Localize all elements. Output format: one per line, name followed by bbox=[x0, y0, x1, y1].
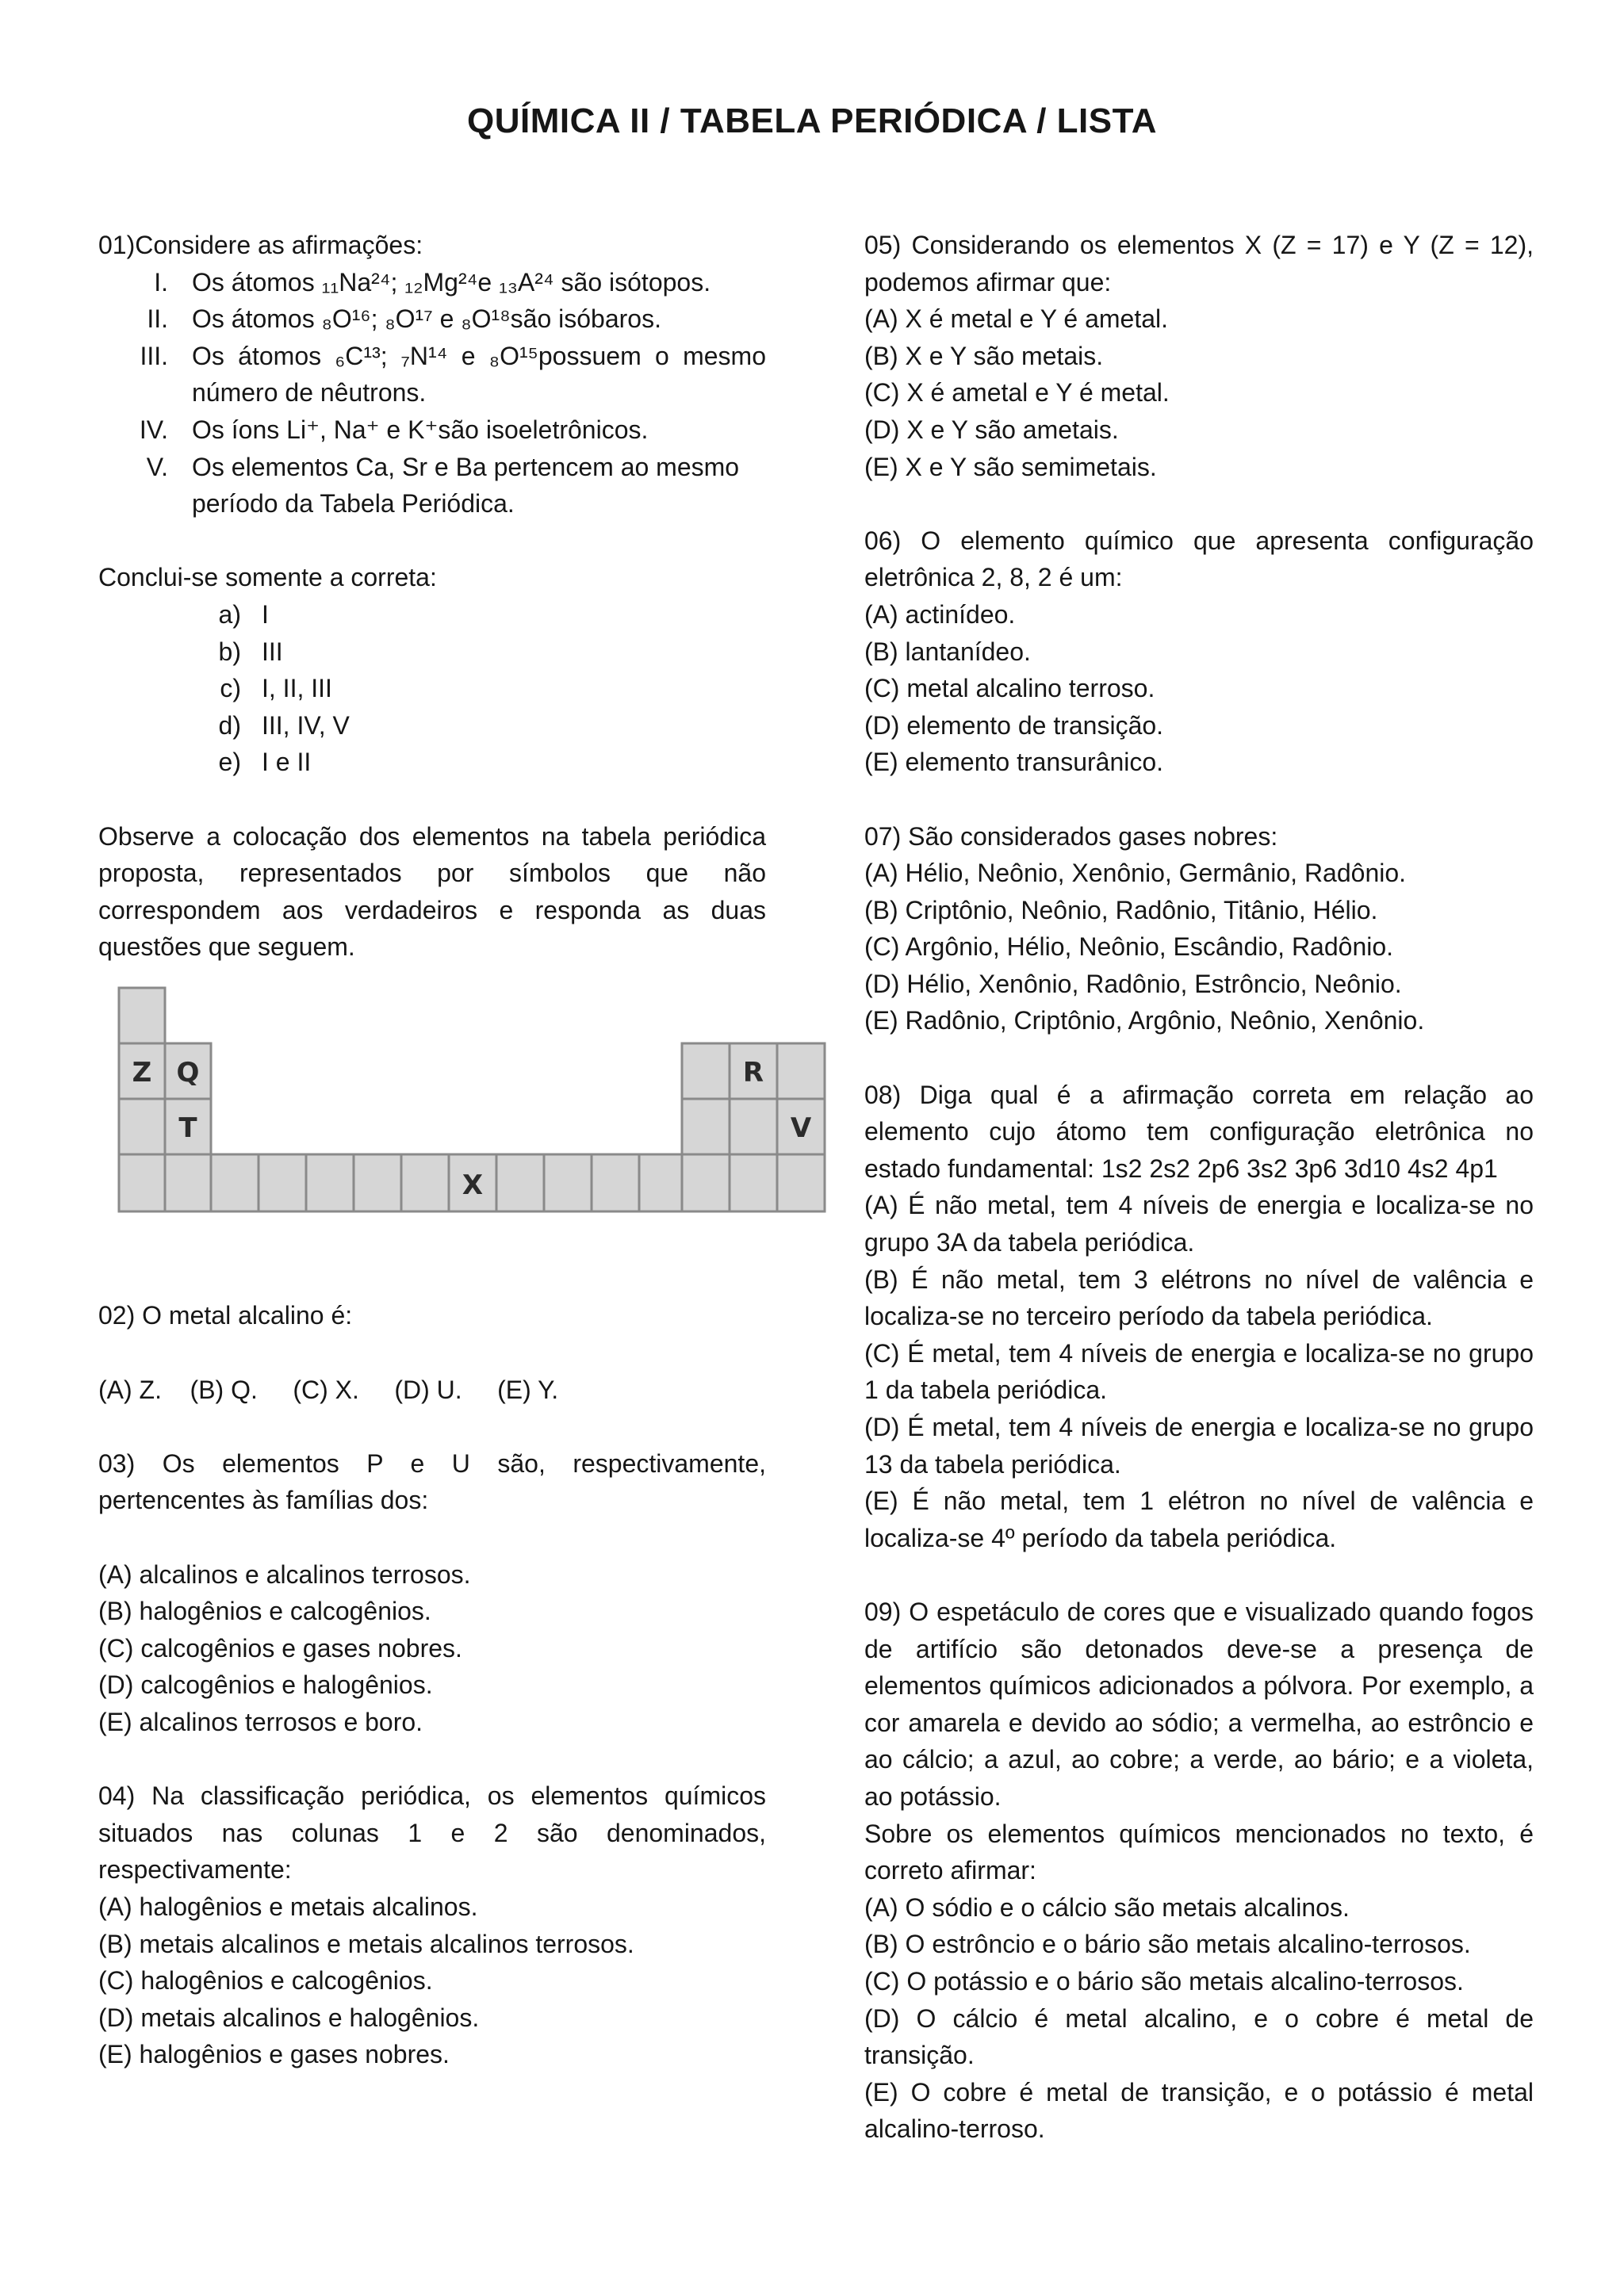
option-c bbox=[98, 670, 766, 707]
option: (B) É não metal, tem 3 elétrons no nível de valência e localiza-se no terceiro período da tabela periódica. bbox=[864, 1265, 1534, 1331]
option: (D) O cálcio é metal alcalino, e o cobre é metal de transição. bbox=[864, 2003, 1534, 2070]
question-09-text: 09) O espetáculo de cores que e visualizado quando fogos de artifício são detonados deve-se a presença de elementos químicos adicionados a pólvora. Por exemplo, a cor amarela e devido ao sódio; a vermelha, ao estrôncio e ao cálcio; a azul, ao cobre; a verde, ao bário; e a violeta, ao potássio. bbox=[864, 1597, 1534, 1811]
table-cell bbox=[682, 1154, 730, 1211]
option-letter: c) bbox=[220, 674, 241, 703]
option-a bbox=[98, 596, 766, 633]
option: (D) calcogênios e halogênios. bbox=[98, 1670, 433, 1700]
symbol-x: X bbox=[462, 1169, 484, 1201]
table-cell bbox=[119, 988, 165, 1043]
question-02 bbox=[98, 1297, 766, 1408]
table-cell bbox=[592, 1154, 639, 1211]
option: (E) O cobre é metal de transição, e o potássio é metal alcalino-terroso. bbox=[864, 2077, 1534, 2144]
table-cell bbox=[496, 1154, 544, 1211]
question-06 bbox=[864, 522, 1534, 781]
table-cell bbox=[730, 1099, 777, 1154]
question-08-text: 08) Diga qual é a afirmação correta em relação ao elemento cujo átomo tem configuração eletrônica no estado fundamental: 1s2 2s2 2p6 3s2 3p6 3d10 4s2 4p1 bbox=[864, 1080, 1534, 1183]
option: (A) Hélio, Neônio, Xenônio, Germânio, Radônio. bbox=[864, 859, 1407, 888]
question-09 bbox=[864, 1594, 1534, 2148]
option-letter: e) bbox=[218, 748, 241, 777]
option: (D) É metal, tem 4 níveis de energia e localiza-se no grupo 13 da tabela periódica. bbox=[864, 1413, 1534, 1479]
question-04 bbox=[98, 1777, 766, 2073]
option: (C) O potássio e o bário são metais alcalino-terrosos. bbox=[864, 1966, 1464, 1996]
left-column bbox=[98, 227, 812, 2073]
statement-text: Os átomos ₁₁Na²⁴; ₁₂Mg²⁴e ₁₃A²⁴ são isótopos. bbox=[192, 267, 711, 297]
symbol-v: V bbox=[790, 1112, 812, 1144]
table-cell bbox=[682, 1043, 730, 1099]
symbol-z: Z bbox=[132, 1056, 152, 1089]
question-01-conclusion: Conclui-se somente a correta: bbox=[98, 563, 437, 592]
question-02-text: 02) O metal alcalino é: bbox=[98, 1301, 353, 1330]
option: (D) Hélio, Xenônio, Radônio, Estrôncio, Neônio. bbox=[864, 969, 1402, 998]
option: (B) metais alcalinos e metais alcalinos terrosos. bbox=[98, 1929, 634, 1958]
option: (A) actinídeo. bbox=[864, 599, 1016, 629]
table-cell bbox=[165, 1154, 211, 1211]
table-cell bbox=[730, 1154, 777, 1211]
option: (D) metais alcalinos e halogênios. bbox=[98, 2003, 480, 2032]
statement-number: III. bbox=[140, 341, 168, 370]
option-e bbox=[98, 744, 766, 781]
statement-number: IV. bbox=[139, 415, 168, 444]
statement-text: Os íons Li⁺, Na⁺ e K⁺são isoeletrônicos. bbox=[192, 415, 649, 444]
statement-text: Os elementos Ca, Sr e Ba pertencem ao mesmo período da Tabela Periódica. bbox=[192, 452, 740, 519]
option: (B) X e Y são metais. bbox=[864, 341, 1104, 370]
table-cell bbox=[777, 1043, 825, 1099]
option-text: III, IV, V bbox=[262, 710, 350, 740]
table-cell bbox=[306, 1154, 354, 1211]
table-cell bbox=[119, 1154, 165, 1211]
statement-number: II. bbox=[147, 304, 168, 334]
statement-number: V. bbox=[146, 452, 168, 481]
option: (E) halogênios e gases nobres. bbox=[98, 2040, 450, 2069]
table-cell bbox=[211, 1154, 259, 1211]
question-09-prompt: Sobre os elementos químicos mencionados no texto, é correto afirmar: bbox=[864, 1819, 1534, 1885]
question-01 bbox=[98, 227, 766, 781]
statement-2 bbox=[98, 300, 766, 338]
right-column bbox=[864, 227, 1534, 2148]
question-05-text: 05) Considerando os elementos X (Z = 17) e Y (Z = 12), podemos afirmar que: bbox=[864, 231, 1534, 297]
option-b bbox=[98, 633, 766, 671]
statement-number: I. bbox=[154, 267, 168, 297]
statement-4 bbox=[98, 411, 766, 449]
table-cell bbox=[119, 1099, 165, 1154]
statement-1 bbox=[98, 264, 766, 301]
question-01-intro: 01)Considere as afirmações: bbox=[98, 231, 423, 259]
table-cell bbox=[682, 1099, 730, 1154]
option-text: I e II bbox=[262, 748, 312, 777]
question-08 bbox=[864, 1077, 1534, 1557]
option-text: I, II, III bbox=[262, 674, 332, 703]
symbol-t: T bbox=[178, 1112, 197, 1144]
question-02-options: (A) Z. (B) Q. (C) X. (D) U. (E) Y. bbox=[98, 1375, 559, 1404]
option: (B) O estrôncio e o bário são metais alcalino-terrosos. bbox=[864, 1930, 1471, 1959]
table-cell bbox=[777, 1154, 825, 1211]
question-04-text: 04) Na classificação periódica, os elementos químicos situados nas colunas 1 e 2 são denominados, respectivamente: bbox=[98, 1781, 766, 1885]
option: (E) É não metal, tem 1 elétron no nível de valência e localiza-se 4º período da tabela periódica. bbox=[864, 1487, 1534, 1552]
table-cell bbox=[639, 1154, 682, 1211]
page-title: QUÍMICA II / TABELA PERIÓDICA / LISTA bbox=[467, 101, 1157, 140]
option: (A) X é metal e Y é ametal. bbox=[864, 304, 1168, 334]
table-cell bbox=[401, 1154, 449, 1211]
table-cell bbox=[544, 1154, 592, 1211]
option: (C) X é ametal e Y é metal. bbox=[864, 378, 1170, 408]
question-03-text: 03) Os elementos P e U são, respectivamente, pertencentes às famílias dos: bbox=[98, 1448, 766, 1515]
option-letter: a) bbox=[218, 599, 241, 629]
option: (C) metal alcalino terroso. bbox=[864, 674, 1155, 703]
option: (A) É não metal, tem 4 níveis de energia e localiza-se no grupo 3A da tabela periódica. bbox=[864, 1191, 1534, 1257]
option: (C) Argônio, Hélio, Neônio, Escândio, Radônio. bbox=[864, 932, 1394, 962]
option-text: III bbox=[262, 637, 283, 666]
question-07-text: 07) São considerados gases nobres: bbox=[864, 821, 1278, 851]
statement-5 bbox=[98, 449, 766, 522]
option: (B) halogênios e calcogênios. bbox=[98, 1597, 431, 1626]
option-letter: d) bbox=[218, 710, 241, 740]
option: (D) X e Y são ametais. bbox=[864, 415, 1119, 444]
question-06-text: 06) O elemento químico que apresenta configuração eletrônica 2, 8, 2 é um: bbox=[864, 526, 1534, 592]
option: (A) alcalinos e alcalinos terrosos. bbox=[98, 1559, 471, 1589]
option: (E) X e Y são semimetais. bbox=[864, 452, 1157, 481]
option: (C) halogênios e calcogênios. bbox=[98, 1966, 433, 1996]
option-d bbox=[98, 707, 766, 744]
option: (E) Radônio, Criptônio, Argônio, Neônio, Xenônio. bbox=[864, 1006, 1425, 1035]
option: (A) halogênios e metais alcalinos. bbox=[98, 1892, 478, 1921]
option: (C) calcogênios e gases nobres. bbox=[98, 1633, 462, 1663]
option: (E) elemento transurânico. bbox=[864, 748, 1164, 777]
periodic-table-figure bbox=[98, 969, 812, 1261]
option: (D) elemento de transição. bbox=[864, 710, 1164, 740]
symbol-q: Q bbox=[176, 1056, 200, 1089]
option: (B) lantanídeo. bbox=[864, 637, 1031, 666]
option: (C) É metal, tem 4 níveis de energia e localiza-se no grupo 1 da tabela periódica. bbox=[864, 1338, 1534, 1405]
option: (B) Criptônio, Neônio, Radônio, Titânio, Hélio. bbox=[864, 895, 1378, 924]
observe-instructions: Observe a colocação dos elementos na tabela periódica proposta, representados por símbolos que não correspondem aos verdadeiros e responda as duas questões que seguem. bbox=[98, 821, 766, 962]
table-cell bbox=[259, 1154, 306, 1211]
option: (E) alcalinos terrosos e boro. bbox=[98, 1708, 423, 1736]
statement-3 bbox=[98, 338, 766, 411]
statement-text: Os átomos ₈O¹⁶; ₈O¹⁷ e ₈O¹⁸são isóbaros. bbox=[192, 304, 661, 334]
option-letter: b) bbox=[218, 637, 241, 666]
periodic-table-diagram bbox=[98, 969, 812, 1261]
option: (A) O sódio e o cálcio são metais alcalinos. bbox=[864, 1892, 1350, 1922]
table-cell bbox=[354, 1154, 401, 1211]
question-05 bbox=[864, 227, 1534, 485]
option-text: I bbox=[262, 599, 269, 629]
question-07 bbox=[864, 818, 1534, 1040]
question-03 bbox=[98, 1445, 766, 1741]
statement-text: Os átomos ₆C¹³; ₇N¹⁴ e ₈O¹⁵possuem o mesmo número de nêutrons. bbox=[192, 341, 766, 408]
symbol-r: R bbox=[742, 1056, 764, 1089]
